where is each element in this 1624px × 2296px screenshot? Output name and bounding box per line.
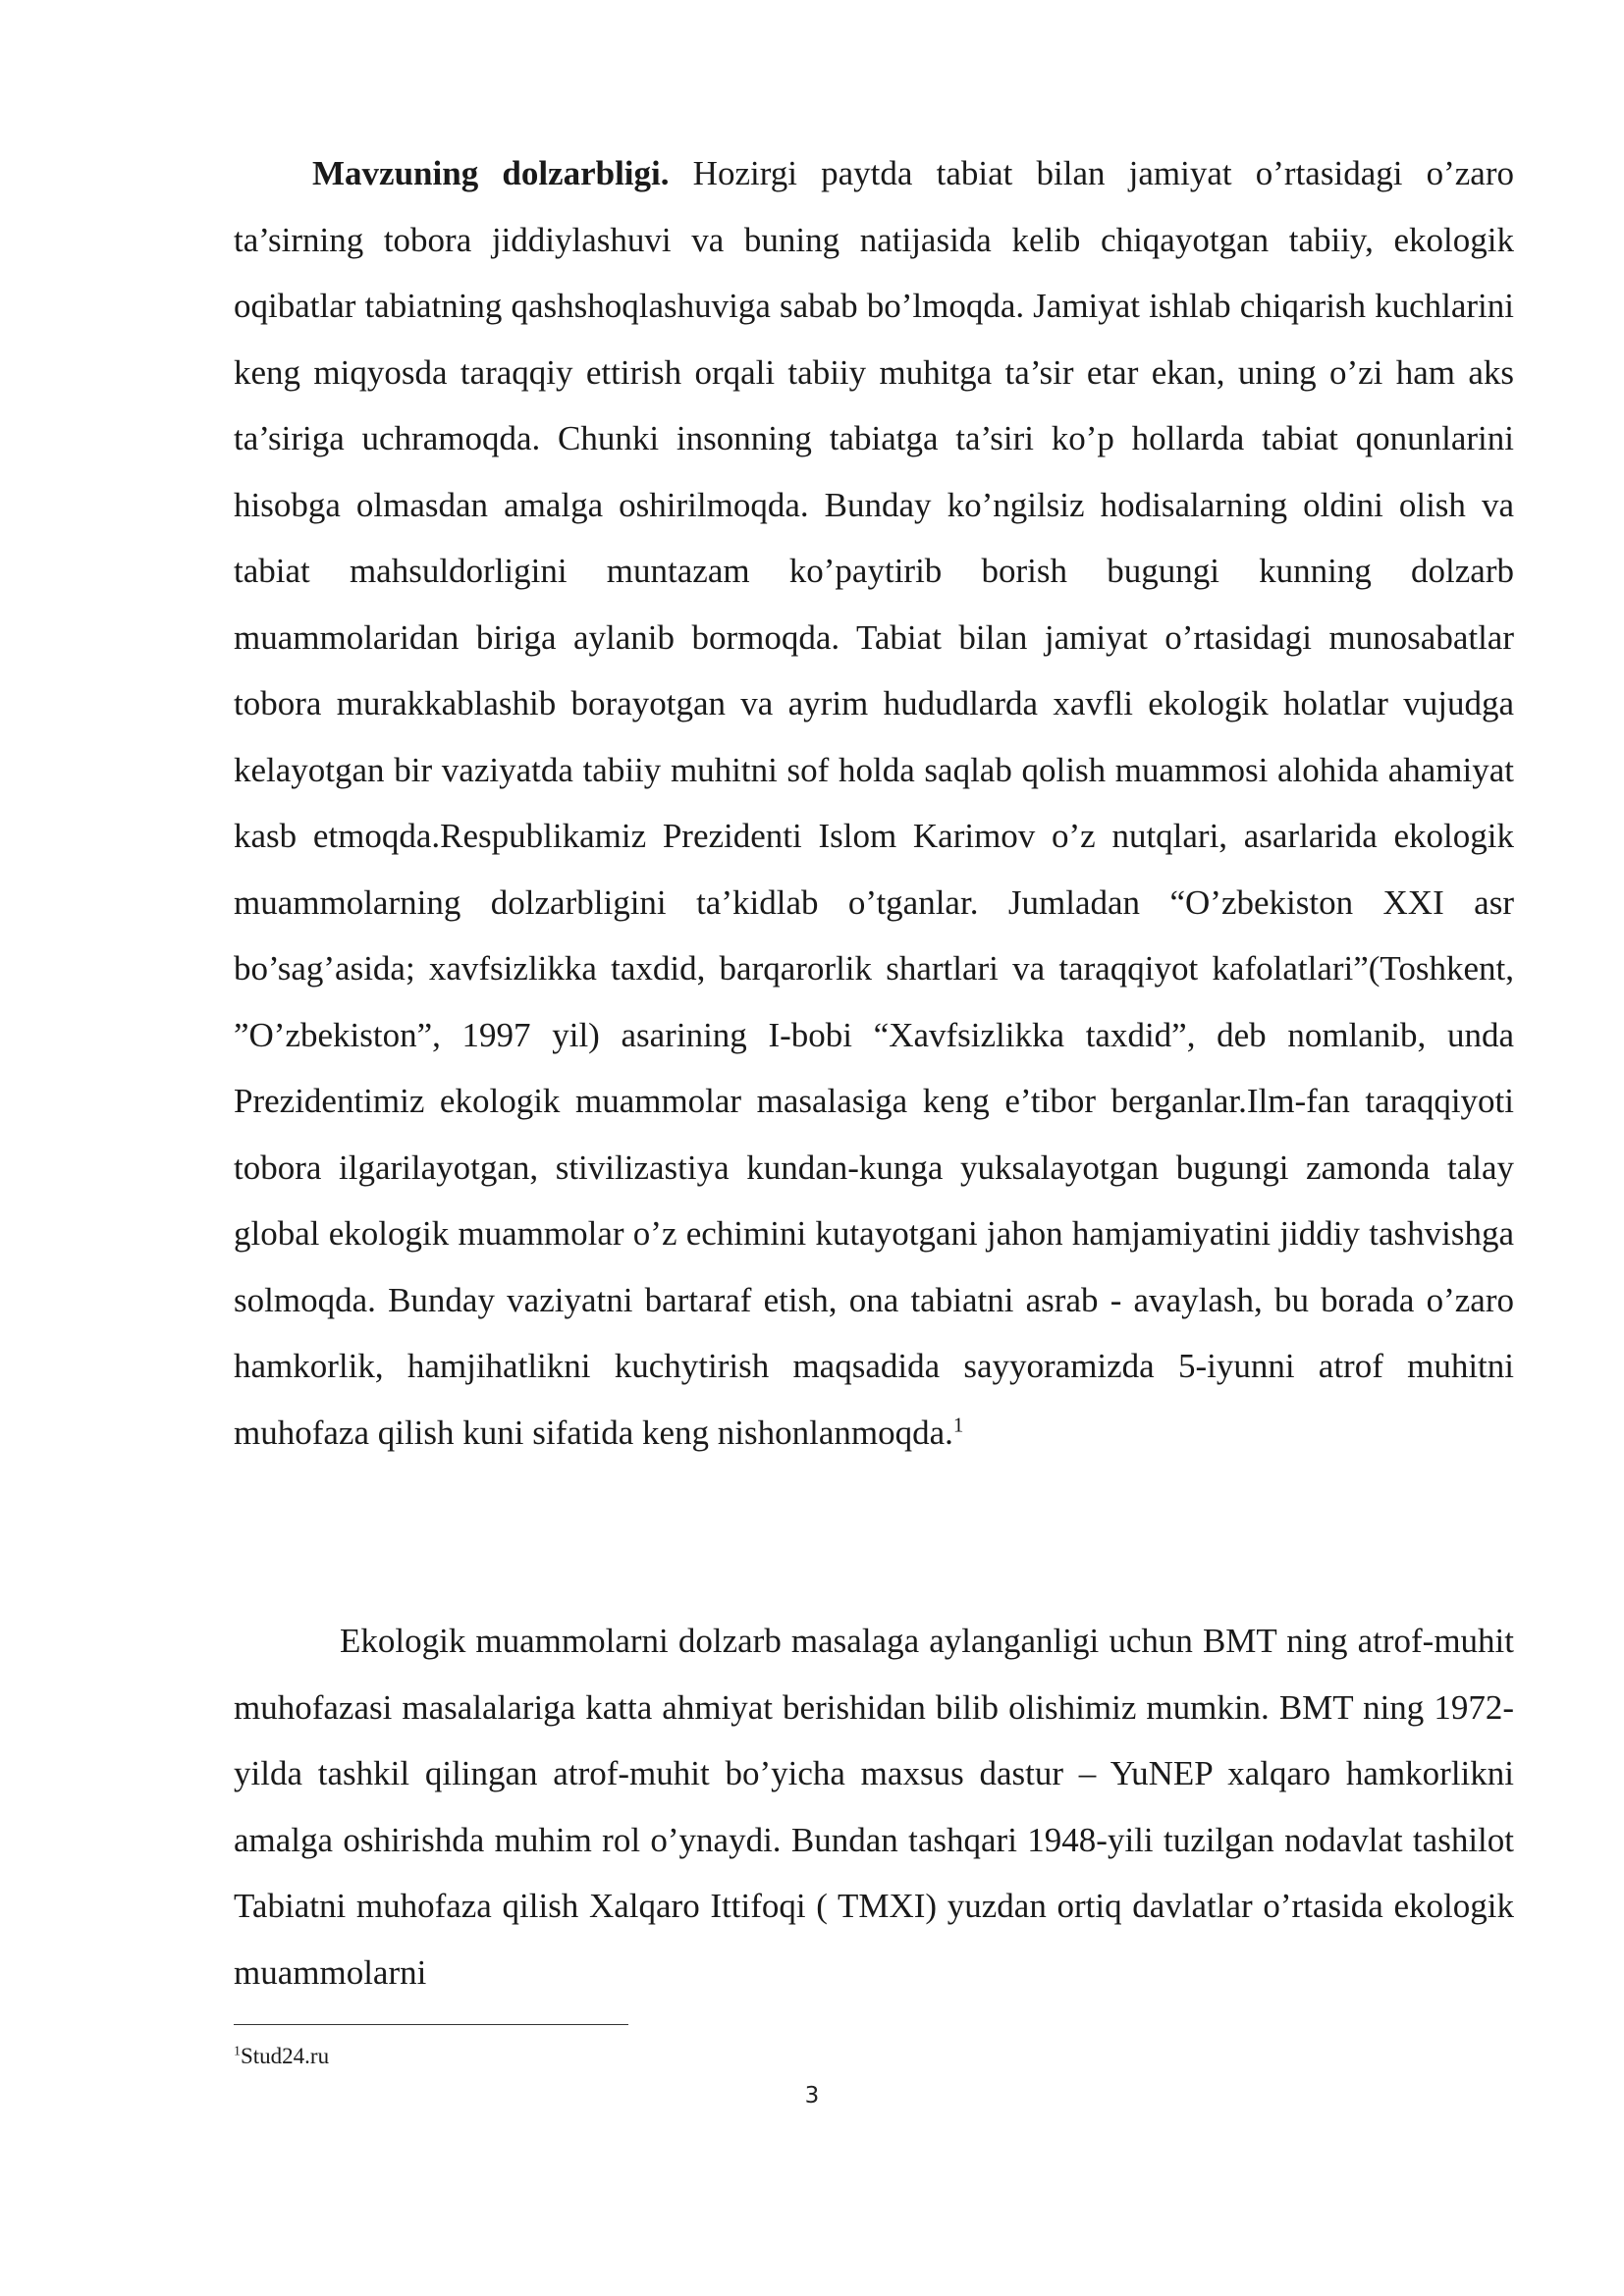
footnote xyxy=(234,2042,329,2071)
page-number: 3 xyxy=(804,2083,820,2109)
footnote-separator xyxy=(234,2024,628,2025)
paragraph-relevance xyxy=(234,140,1514,1466)
paragraph-2-text: Ekologik muammolarni dolzarb masalaga aylanganligi uchun BMT ning atrof-muhit muhofazasi masalalariga katta ahmiyat berishidan bilib olishimiz mumkin. BMT ning 1972-yilda tashkil qilingan atrof-muhit bo’yicha maxsus dastur – YuNEP xalqaro hamkorlikni amalga oshirishda muhim rol o’ynaydi. Bundan tashqari 1948-yili tuzilgan nodavlat tashilot Tabiatni muhofaza qilish Xalqaro Ittifoqi ( TMXI) yuzdan ortiq davlatlar o’rtasida ekologik muammolarni xyxy=(234,1622,1514,1992)
paragraph-un-environment xyxy=(234,1608,1514,2005)
paragraph-1-text: Hozirgi paytda tabiat bilan jamiyat o’rtasidagi o’zaro ta’sirning tobora jiddiylashuvi va buning natijasida kelib chiqayotgan tabiiy, ekologik oqibatlar tabiatning qashshoqlashuviga sabab bo’lmoqda. Jamiyat ishlab chiqarish kuchlarini keng miqyosda taraqqiy ettirish orqali tabiiy muhitga ta’sir etar ekan, uning o’zi ham aks ta’siriga uchramoqda. Chunki insonning tabiatga ta’siri ko’p hollarda tabiat qonunlarini hisobga olmasdan amalga oshirilmoqda. Bunday ko’ngilsiz hodisalarning oldini olish va tabiat mahsuldorligini muntazam ko’paytirib borish bugungi kunning dolzarb muammolaridan biriga aylanib bormoqda. Tabiat bilan jamiyat o’rtasidagi munosabatlar tobora murakkablashib borayotgan va ayrim hududlarda xavfli ekologik holatlar vujudga kelayotgan bir vaziyatda tabiiy muhitni sof holda saqlab qolish muammosi alohida ahamiyat kasb etmoqda.Respublikamiz Prezidenti Islom Karimov o’z nutqlari, asarlarida ekologik muammolarning dolzarbligini ta’kidlab o’tganlar. Jumladan “O’zbekiston XXI asr bo’sag’asida; xavfsizlikka taxdid, barqarorlik shartlari va taraqqiyot kafolatlari”(Toshkent, ”O’zbekiston”, 1997 yil) asarining I-bobi “Xavfsizlikka taxdid”, deb nomlanib, unda Prezidentimiz ekologik muammolar masalasiga keng e’tibor berganlar.Ilm-fan taraqqiyoti tobora ilgarilayotgan, stivilizastiya kundan-kunga yuksalayotgan bugungi zamonda talay global ekologik muammolar o’z echimini kutayotgani jahon hamjamiyatini jiddiy tashvishga solmoqda. Bunday vaziyatni bartaraf etish, ona tabiatni asrab - avaylash, bu borada o’zaro hamkorlik, hamjihatlikni kuchytirish maqsadida sayyoramizda 5-iyunni atrof muhitni muhofaza qilish kuni sifatida keng nishonlanmoqda. xyxy=(234,154,1514,1452)
section-lead-heading: Mavzuning dolzarbligi. xyxy=(312,154,670,192)
footnote-text: Stud24.ru xyxy=(241,2044,330,2068)
footnote-reference[interactable]: 1 xyxy=(952,1412,964,1436)
footnote-number: 1 xyxy=(234,2044,241,2059)
